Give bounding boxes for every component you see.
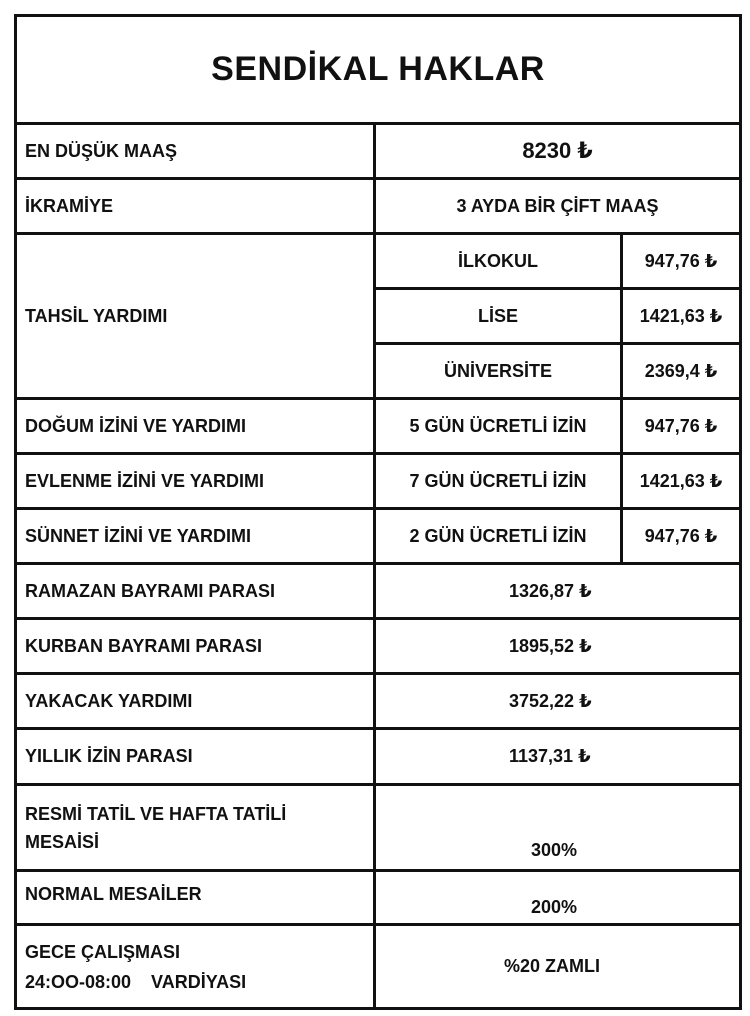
kurban-bonus-label: KURBAN BAYRAMI PARASI xyxy=(25,635,263,656)
normal-overtime-label: NORMAL MESAİLER xyxy=(25,884,202,904)
marriage-leave-amount: 1421,63 ₺ xyxy=(639,470,723,491)
holiday-overtime-value: 300% xyxy=(531,840,578,860)
night-shift-label-line2: 24:OO-08:00 VARDİYASI xyxy=(25,971,247,992)
bonus-label: İKRAMİYE xyxy=(25,195,114,216)
circumcision-leave-days: 2 GÜN ÜCRETLİ İZİN xyxy=(409,525,587,546)
education-amount-university: 2369,4 ₺ xyxy=(644,360,718,381)
min-wage-label: EN DÜŞÜK MAAŞ xyxy=(25,140,178,161)
rights-table xyxy=(14,14,742,1010)
education-amount-highschool: 1421,63 ₺ xyxy=(639,305,723,326)
annual-leave-label: YILLIK İZİN PARASI xyxy=(25,746,193,766)
annual-leave-value: 1137,31 ₺ xyxy=(509,746,591,766)
fuel-aid-value: 3752,22 ₺ xyxy=(509,690,592,711)
education-level-highschool: LİSE xyxy=(477,305,518,326)
birth-leave-days: 5 GÜN ÜCRETLİ İZİN xyxy=(409,415,587,436)
holiday-overtime-label xyxy=(17,786,373,869)
ramadan-bonus-value: 1326,87 ₺ xyxy=(509,580,592,601)
night-shift-label xyxy=(17,926,373,1007)
min-wage-value: 8230 ₺ xyxy=(522,138,593,163)
holiday-overtime-label-line1: RESMİ TATİL VE HAFTA TATİLİ xyxy=(25,803,287,824)
bonus-value: 3 AYDA BİR ÇİFT MAAŞ xyxy=(456,195,659,216)
education-aid-label: TAHSİL YARDIMI xyxy=(25,305,168,326)
education-amount-primary: 947,76 ₺ xyxy=(644,250,718,271)
marriage-leave-days: 7 GÜN ÜCRETLİ İZİN xyxy=(409,470,587,491)
circumcision-leave-label: SÜNNET İZİNİ VE YARDIMI xyxy=(25,525,252,546)
circumcision-leave-amount: 947,76 ₺ xyxy=(644,525,718,546)
education-level-university: ÜNİVERSİTE xyxy=(443,360,553,381)
night-shift-value: %20 ZAMLI xyxy=(504,956,601,976)
normal-overtime-value: 200% xyxy=(531,897,578,917)
birth-leave-label: DOĞUM İZİNİ VE YARDIMI xyxy=(25,415,247,436)
birth-leave-amount: 947,76 ₺ xyxy=(644,415,718,436)
holiday-overtime-label-line2: MESAİSİ xyxy=(25,831,100,852)
fuel-aid-label: YAKACAK YARDIMI xyxy=(25,690,193,711)
education-level-primary: İLKOKUL xyxy=(458,250,538,271)
ramadan-bonus-label: RAMAZAN BAYRAMI PARASI xyxy=(25,580,276,601)
marriage-leave-label: EVLENME İZİNİ VE YARDIMI xyxy=(25,470,265,491)
page-title: SENDİKAL HAKLAR xyxy=(17,17,739,125)
kurban-bonus-value: 1895,52 ₺ xyxy=(509,635,592,656)
night-shift-label-line1: GECE ÇALIŞMASI xyxy=(25,941,181,962)
